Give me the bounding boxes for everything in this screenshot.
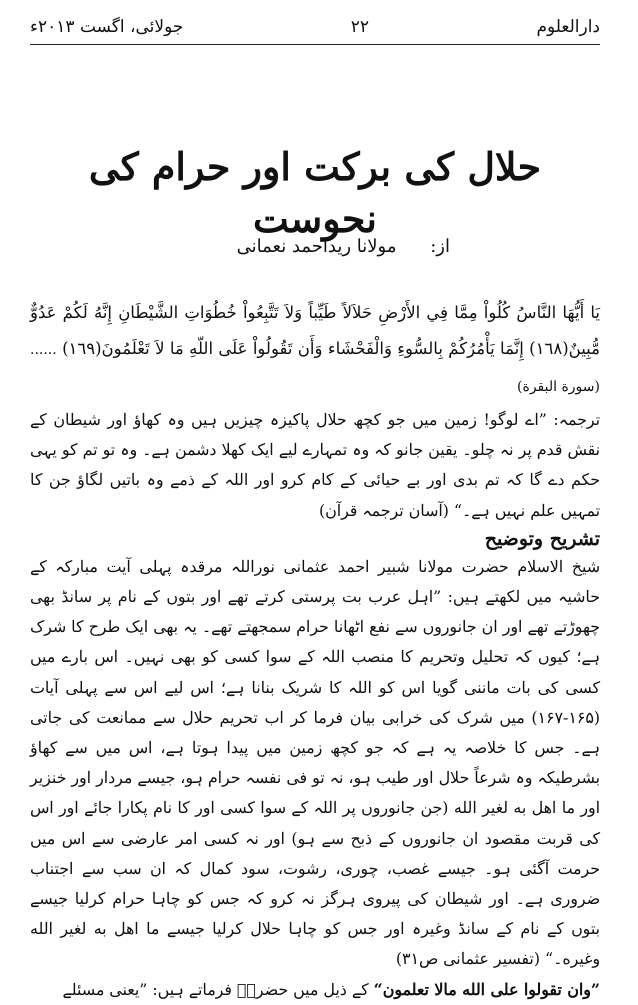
section-heading: تشریح وتوضیح	[484, 527, 600, 550]
closing-line	[30, 975, 600, 1005]
author-line	[30, 233, 600, 261]
verse-text: يَا أَيُّهَا النَّاسُ كُلُواْ مِمَّا فِي الأَرْضِ حَلاَلاً طَيِّباً وَلاَ تَتَّبِعُواْ خُطُوَاتِ الشَّيْطَانِ إِنَّهُ لَكُمْ عَدُوٌّ مُّبِينٌ(١٦٨) إِنَّمَا يَأْمُرُكُمْ بِالسُّوءِ وَالْفَحْشَاء وَأَن تَقُولُواْ عَلَى اللّهِ مَا لاَ تَعْلَمُونَ(١٦٩)	[30, 303, 600, 358]
commentary-paragraph: شیخ الاسلام حضرت مولانا شبیر احمد عثمانی نوراللہ مرقدہ پہلی آیت مبارکہ کے حاشیہ میں لکھتے ہیں: ”اہل عرب بت پرستی کرتے تھے اور بتوں کے نام پر سانڈ بھی چھوڑتے تھے اور ان جانوروں سے نفع اٹھانا حرام سمجھتے تھے۔ یہ بھی ایک طرح کا شرک ہے؛ کیوں کہ تحلیل وتحریم کا منصب اللہ کے سوا کسی کو بھی نہیں۔ اس بارے میں کسی کی بات ماننی گویا اس کو اللہ کا شریک بنانا ہے؛ اس لیے اس سے پہلی آیات (۱۶۵-۱۶۷) میں شرک کی خرابی بیان فرما کر اب تحریم حلال سے ممانعت کی جاتی ہے۔ جس کا خلاصہ یہ ہے کہ جو کچھ زمین میں پیدا ہوتا ہے، اس میں سے کھاؤ بشرطیکہ وہ شرعاً حلال اور طیب ہو، نہ تو فی نفسہ حرام ہو، جیسے مردار اور خنزیر اور ما اهل به لغير الله (جن جانوروں پر اللہ کے سوا کسی اور کا نام پکارا جائے اور اس کی قربت مقصود ان جانوروں کے ذبح سے ہو) اور نہ کسی امر عارضی سے اس میں حرمت آگئی ہو۔ جیسے غصب، چوری، رشوت، سود کمال کہ ان سب سے اجتناب ضروری ہے۔ اور شیطان کی پیروی ہرگز نہ کرو کہ جس کو چاہا حرام کرلیا جیسے بتوں کے نام کے سانڈ وغیرہ اور جس کو چاہا حلال کرلیا جیسے ما اهل به لغير الله وغيره۔“ (تفسیر عثمانی ص۳۱)	[30, 556, 600, 969]
verse-reference: ......(سورة البقرة)	[30, 342, 600, 395]
journal-name: دارالعلوم	[536, 17, 600, 37]
author-name: مولانا ریداحمد نعمانی	[236, 236, 397, 257]
issue-date: جولائی، اگست ۲۰۱۳ء	[30, 17, 184, 37]
translation-paragraph: ترجمہ: ”اے لوگو! زمین میں جو کچھ حلال پاکیزہ چیزیں ہیں وہ کھاؤ اور شیطان کے نقش قدم پر نہ چلو۔ یقین جانو کہ وہ تمہارے لیے ایک کھلا دشمن ہے۔ وہ تو تم کو یہی حکم دے گا کہ تم بدی اور بے حیائی کے کام کرو اور اللہ کے ذمے وہ باتیں لگاؤ جن کا تمہیں علم نہیں ہے۔“ (آسان ترجمہ قرآن)	[30, 410, 600, 520]
page-number: ۲۲	[350, 17, 370, 37]
page-header	[30, 14, 600, 40]
closing-quote: ”وان تقولوا على الله مالا تعلمون“	[373, 979, 600, 999]
quran-verse	[30, 295, 600, 405]
author-prefix: از:	[430, 236, 450, 257]
closing-text: کے ذیل میں حضرتؒ فرماتے ہیں: ”یعنی مسئلے	[62, 979, 369, 999]
article-title: حلال کی برکت اور حرام کی نحوست	[88, 144, 542, 241]
header-rule	[30, 44, 600, 45]
